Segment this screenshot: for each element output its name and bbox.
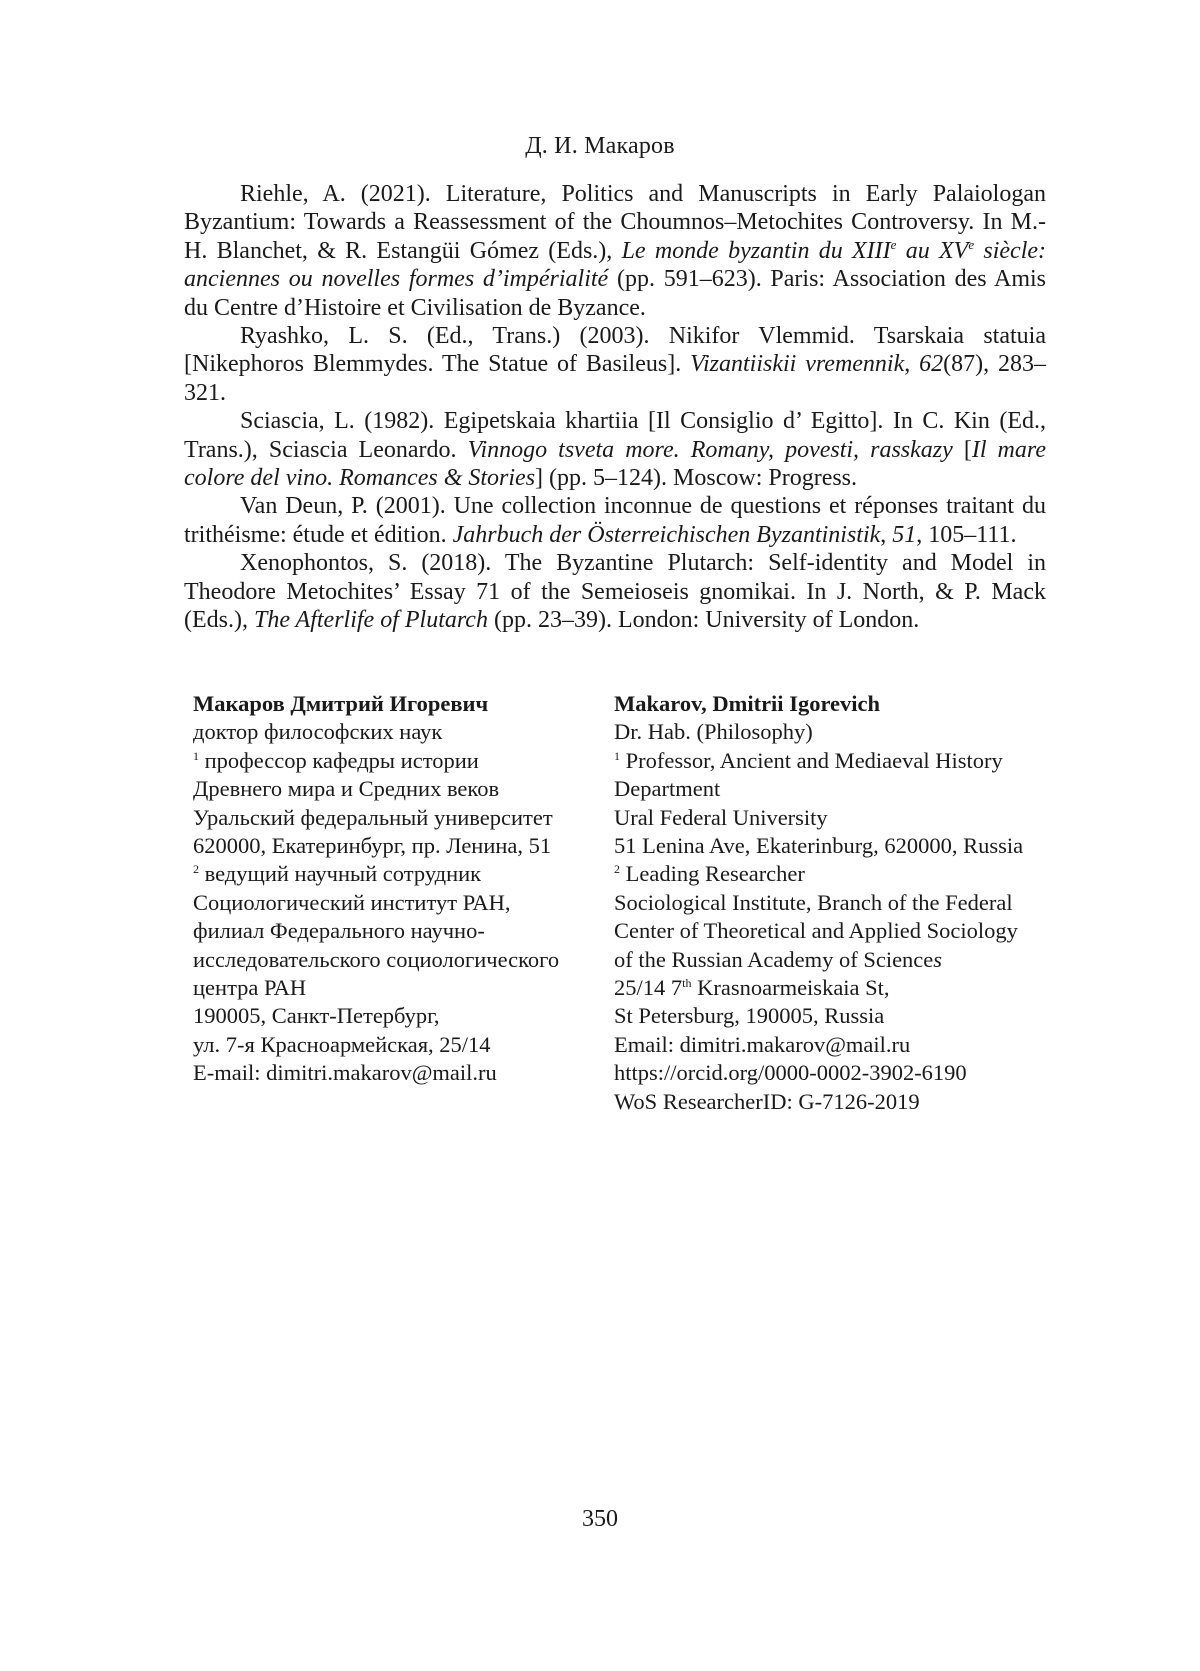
affiliation-1-line: Древнего мира и Средних веков xyxy=(193,775,598,803)
reference-title: Vinnogo tsveta more. Romany, povesti, rasskazy xyxy=(468,437,953,463)
reference-title-italian: Il mare colore del vino. Romances & Stories xyxy=(184,437,1046,491)
author-degree: Dr. Hab. (Philosophy) xyxy=(614,718,1064,746)
reference-journal: Vizantiiskii vremennik xyxy=(690,351,904,377)
author-wos-id: WoS ResearcherID: G-7126-2019 xyxy=(614,1088,1064,1116)
reference-volume: 62 xyxy=(919,351,943,377)
affiliation-2-line: исследовательского социологического xyxy=(193,946,598,974)
affiliation-2-line: 2 ведущий научный сотрудник xyxy=(193,860,598,888)
affiliation-2-line: Sociological Institute, Branch of the Federal xyxy=(614,889,1064,917)
reference-title: The Afterlife of Plutarch xyxy=(254,607,488,633)
reference-title: Le monde byzantin du XIIIe au XVe siècle: anciennes ou novelles formes d’impérialité xyxy=(184,238,1046,292)
affiliation-1-line: 1 Professor, Ancient and Mediaeval History xyxy=(614,747,1064,775)
affiliation-1-line: 51 Lenina Ave, Ekaterinburg, 620000, Russia xyxy=(614,832,1064,860)
affiliation-2-line: of the Russian Academy of Sciences xyxy=(614,946,1064,974)
affiliation-1-line: 1 профессор кафедры истории xyxy=(193,747,598,775)
affiliation-2-line: ул. 7-я Красноармейская, 25/14 xyxy=(193,1031,598,1059)
author-email: E-mail: dimitri.makarov@mail.ru xyxy=(193,1059,598,1087)
page xyxy=(0,0,1200,1671)
author-info-russian xyxy=(193,690,598,1088)
reference-riehle: Riehle, A. (2021). Literature, Politics and Manuscripts in Early Palaiologan Byzantium: Towards a Reassessment of the Choumnos–Metochites Controversy. In M.-H. Blanchet, & R. Estangüi Gómez (Eds.), Le monde byzantin du XIIIe au XVe siècle: anciennes ou novelles formes d’impérialité (pp. 591–623). Paris: Association des Amis du Centre d’Histoire et Civilisation de Byzance. xyxy=(184,180,1046,322)
affiliation-2-line: центра РАН xyxy=(193,974,598,1002)
affiliation-2-line: 2 Leading Researcher xyxy=(614,860,1064,888)
reference-ryashko: Ryashko, L. S. (Ed., Trans.) (2003). Nikifor Vlemmid. Tsarskaia statuia [Nikephoros Blemmydes. The Statue of Basileus]. Vizantiiskii vremennik, 62(87), 283–321. xyxy=(184,322,1046,407)
author-info-english xyxy=(614,690,1064,1116)
author-email: Email: dimitri.makarov@mail.ru xyxy=(614,1031,1064,1059)
reference-vandeun: Van Deun, P. (2001). Une collection inconnue de questions et réponses traitant du trithéisme: étude et édition. Jahrbuch der Österreichischen Byzantinistik, 51, 105–111. xyxy=(184,492,1046,549)
affiliation-1-line: Уральский федеральный университет xyxy=(193,804,598,832)
running-head: Д. И. Макаров xyxy=(0,133,1200,160)
author-name: Макаров Дмитрий Игоревич xyxy=(193,690,598,718)
author-orcid: https://orcid.org/0000-0002-3902-6190 xyxy=(614,1059,1064,1087)
reference-list xyxy=(184,180,1046,635)
reference-journal: Jahrbuch der Österreichischen Byzantinistik xyxy=(453,522,881,548)
affiliation-1-line: 620000, Екатеринбург, пр. Ленина, 51 xyxy=(193,832,598,860)
affiliation-2-line: филиал Федерального научно- xyxy=(193,917,598,945)
affiliation-1-line: Department xyxy=(614,775,1064,803)
affiliation-1-line: Ural Federal University xyxy=(614,804,1064,832)
reference-sciascia: Sciascia, L. (1982). Egipetskaia khartiia [Il Consiglio d’ Egitto]. In C. Kin (Ed., Trans.), Sciascia Leonardo. Vinnogo tsveta more. Romany, povesti, rasskazy [Il mare colore del vino. Romances & Stories] (pp. 5–124). Moscow: Progress. xyxy=(184,407,1046,492)
reference-xenophontos: Xenophontos, S. (2018). The Byzantine Plutarch: Self-identity and Model in Theodore Metochites’ Essay 71 of the Semeioseis gnomikai. In J. North, & P. Mack (Eds.), The Afterlife of Plutarch (pp. 23–39). London: University of London. xyxy=(184,549,1046,634)
affiliation-2-line: 25/14 7th Krasnoarmeiskaia St, xyxy=(614,974,1064,1002)
author-degree: доктор философских наук xyxy=(193,718,598,746)
reference-volume: 51 xyxy=(892,522,916,548)
affiliation-2-line: Социологический институт РАН, xyxy=(193,889,598,917)
page-number: 350 xyxy=(0,1506,1200,1533)
affiliation-2-line: Center of Theoretical and Applied Sociology xyxy=(614,917,1064,945)
affiliation-2-line: 190005, Санкт-Петербург, xyxy=(193,1002,598,1030)
author-name: Makarov, Dmitrii Igorevich xyxy=(614,690,1064,718)
affiliation-2-line: St Petersburg, 190005, Russia xyxy=(614,1002,1064,1030)
